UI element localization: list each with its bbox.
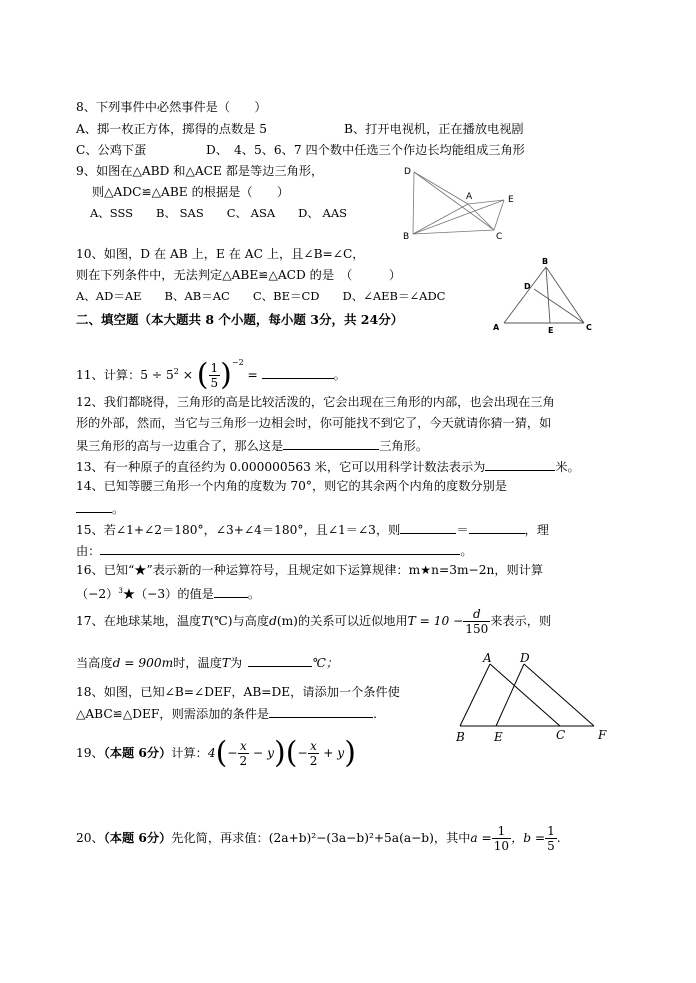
q12-line3	[76, 437, 428, 454]
q17-line1c: 的关系可以近似地用	[297, 614, 408, 628]
q18-label-e: E	[494, 730, 503, 744]
q17-line1a: 17、在地球某地，温度	[76, 614, 202, 628]
q10-options: A、AD＝AE B、AB＝AC C、BE＝CD D、∠AEB＝∠ADC	[76, 289, 446, 303]
q18-line2	[76, 705, 377, 722]
q11-eq: =	[243, 368, 262, 382]
q12-line3a: 果三角形的高与一边重合了，那么这是	[76, 439, 284, 453]
q16-line2	[76, 584, 260, 602]
q11-times: ×	[178, 368, 197, 382]
q9-options: A、SSS B、 SAS C、 ASA D、 AAS	[90, 206, 348, 220]
q15-text: 15、若∠1+∠2＝180°，∠3+∠4＝180°，且∠1＝∠3，则	[76, 523, 401, 537]
q20-text: 先化简，再求值：(2a+b)²−(3a−b)²+5a(a−b)，其中	[171, 831, 471, 845]
q8-option-c: C、公鸡下蛋	[76, 143, 147, 157]
q17-formula-lhs: T = 10 −	[407, 614, 464, 628]
q11-neg-exp: −2	[231, 358, 244, 367]
q20-b-frac	[545, 824, 557, 853]
q12-line1: 12、我们都晓得，三角形的高是比较活泼的，它会出现在三角形的内部，也会出现在三角	[76, 395, 555, 409]
q16-line2a: （−2）	[76, 587, 119, 602]
q15-blank3	[100, 542, 460, 555]
q9-label-a: A	[466, 192, 473, 202]
q15-blank2	[469, 521, 525, 534]
q20-prefix: 20、	[76, 831, 104, 845]
section2-title: 二、填空题（本大题共 8 个小题，每小题 3分，共 24分）	[76, 312, 404, 327]
q14-blank	[76, 500, 112, 513]
q10-stem: 10、如图，D 在 AB 上，E 在 AC 上，且∠B=∠C，	[76, 247, 365, 261]
q18-label-c: C	[556, 728, 566, 742]
q17-blank	[248, 654, 312, 667]
q17-line2	[76, 654, 338, 671]
q10-figure	[488, 255, 598, 335]
q20-bold: （本题 6分）	[103, 831, 172, 845]
q9-label-c: C	[496, 232, 503, 242]
q19-prefix: 19、	[76, 746, 104, 760]
q19-two1: 2	[239, 754, 248, 768]
q17-f-num: d	[463, 607, 490, 622]
q20-b-num: 1	[547, 824, 555, 838]
q20-a-den: 10	[493, 839, 510, 853]
q15-end: 。	[460, 544, 473, 558]
q17-fraction	[463, 607, 490, 636]
q17-f-den: 150	[465, 622, 489, 636]
q18-label-f: F	[598, 728, 607, 742]
q15-reason: ，理	[524, 523, 549, 537]
q11-expr: 5 ÷ 5	[140, 368, 174, 382]
q18-label-a: A	[483, 651, 492, 665]
q20-a-num: 1	[492, 824, 511, 839]
q18-label-d: D	[520, 651, 530, 665]
q16-line1: 16、已知“★”表示新的一种运算符号，且规定如下运算规律：m★n=3m−2n，则计算	[76, 563, 544, 577]
q12-line2: 形的外部，然而，当它与三角形一边相会时，你可能找不到它了，今天就请你猜一猜，如	[76, 416, 552, 430]
q17-line2a: 当高度	[76, 656, 113, 670]
q12-line3b: 三角形。	[379, 439, 428, 453]
q17-line1b: 与高度	[232, 614, 270, 628]
q20-b-eq: ，b =	[511, 831, 546, 845]
q19-frac2	[308, 739, 320, 768]
q15-eq: ＝	[456, 523, 469, 537]
q17-T: T	[201, 614, 210, 628]
q16-sup: 3	[118, 587, 123, 595]
q18-end: .	[373, 707, 377, 721]
q10-label-c: C	[586, 323, 592, 332]
q11-end: 。	[333, 368, 346, 382]
q13-end: 米。	[555, 460, 580, 474]
q19-x1: x	[238, 739, 250, 754]
q18-blank	[269, 705, 373, 718]
q9-stem: 9、如图在△ABD 和△ACE 都是等边三角形，	[76, 164, 324, 178]
q8-option-b: B、打开电视机，正在播放电视剧	[344, 122, 524, 136]
q18-line1: 18、如图，已知∠B=∠DEF，AB=DE，请添加一个条件使	[76, 685, 400, 699]
q9-label-e: E	[508, 195, 514, 205]
q19-line: 19、（本题 6分）计算：4(− $\frac{x}{2}$ − y)(− $\frac{x}{2}$ + y)	[76, 735, 356, 771]
q19-x2: x	[308, 739, 320, 754]
q19-text: 计算：	[171, 746, 208, 760]
q20-b-den: 5	[547, 839, 555, 853]
q10-label-a: A	[493, 323, 500, 332]
q15-line1	[76, 521, 549, 538]
q10-label-d: D	[524, 282, 531, 291]
q17-line2e: ℃；	[312, 656, 339, 670]
q8-option-a: A、掷一枚正方体，掷得的点数是 5	[76, 122, 268, 136]
q10-label-e: E	[548, 326, 554, 335]
q9-label-d: D	[404, 167, 411, 177]
q14-line2	[76, 500, 124, 517]
q11-line: 11、计算：$5 \div 5^2$ × ( $\frac{1}{5}$ )$^{-2}$ = 。	[76, 357, 346, 393]
q20-a-eq: a =	[470, 831, 492, 845]
q8-option-d: D、 4、5、6、7 四个数中任选三个作边长均能组成三角形	[206, 143, 525, 157]
q18-line2-text: △ABC≌△DEF，则需添加的条件是	[76, 707, 270, 721]
q17-d: d	[269, 614, 277, 628]
q13-blank	[485, 458, 555, 471]
q13-text: 13、有一种原子的直径约为 0.000000563 米，它可以用科学计数法表示为	[76, 460, 486, 474]
q16-blank	[214, 585, 248, 598]
q12-blank	[283, 437, 379, 450]
q19-y2: y	[337, 746, 345, 760]
q11-exp: 2	[173, 366, 179, 376]
q11-den: 5	[210, 376, 219, 390]
q11-prefix: 11、计算：	[76, 368, 141, 382]
q16-line2b: ★（−3）的值是	[122, 587, 214, 602]
q11-num: 1	[210, 361, 219, 375]
q16-end: 。	[247, 587, 261, 602]
q17-unitm: (m)	[276, 614, 298, 628]
q13-line	[76, 458, 580, 475]
q14-end: 。	[112, 502, 125, 516]
q17-line2c: 时，温度	[173, 656, 222, 670]
q15-line2	[76, 542, 473, 559]
q9-figure	[400, 162, 525, 242]
q17-line2b: d = 900m	[112, 656, 174, 670]
q17-line2d: 为	[230, 656, 243, 670]
q17-line1	[76, 604, 551, 638]
q10-label-b: B	[542, 257, 549, 266]
q19-two2: 2	[309, 754, 318, 768]
q17-line1d: 来表示，则	[490, 614, 552, 628]
q10-stem2: 则在下列条件中，无法判定△ABE≌△ACD 的是 （ ）	[76, 268, 402, 282]
q9-stem2: 则△ADC≌△ABE 的根据是（ ）	[92, 185, 290, 199]
q19-frac1	[238, 739, 250, 768]
q9-label-b: B	[403, 232, 410, 242]
q20-end: .	[556, 831, 561, 845]
q8-stem: 8、下列事件中必然事件是（ ）	[76, 100, 267, 114]
q19-coef: 4	[207, 746, 216, 760]
q18-figure	[452, 650, 622, 746]
q19-y1: y	[267, 746, 275, 760]
q20-line	[76, 818, 561, 858]
q14-line1: 14、已知等腰三角形一个内角的度数为 70°，则它的其余两个内角的度数分别是	[76, 479, 507, 493]
q20-a-frac	[492, 824, 511, 853]
q17-T2: T	[221, 656, 231, 670]
q18-label-b: B	[456, 730, 465, 744]
q11-blank	[262, 366, 334, 379]
q11-fraction	[209, 361, 221, 390]
q15-blank1	[400, 521, 456, 534]
q17-unitC: (℃)	[209, 614, 233, 628]
q19-bold: （本题 6分）	[103, 746, 172, 760]
q15-line2-label: 由：	[76, 544, 101, 558]
